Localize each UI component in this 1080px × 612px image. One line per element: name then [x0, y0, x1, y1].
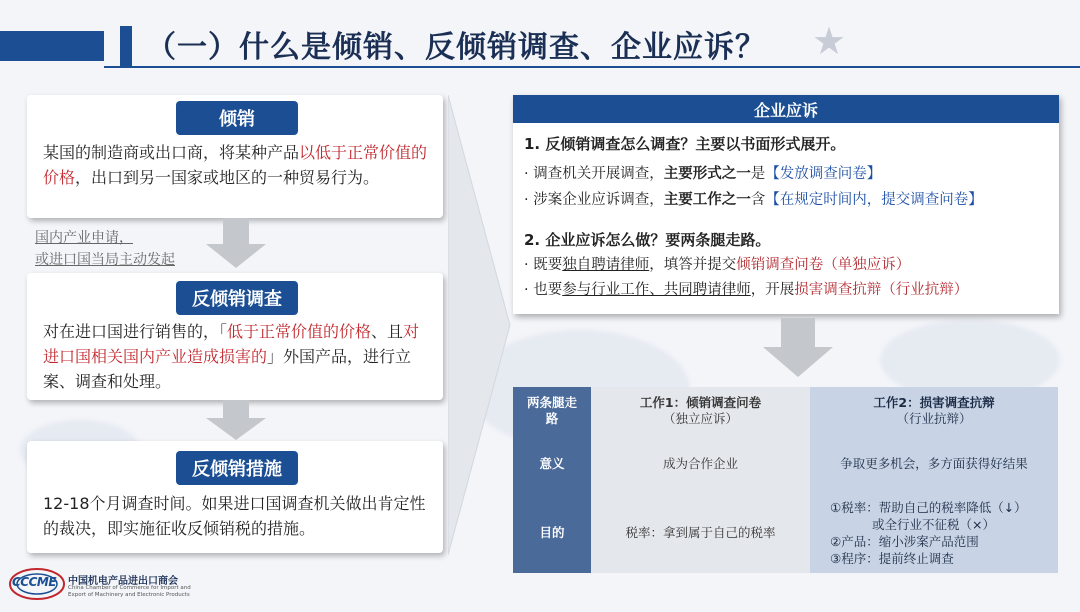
table-cell: 争取更多机会，多方面获得好结果	[810, 435, 1058, 493]
antidumping-measures-definition: 12-18个月调查时间。如果进口国调查机关做出肯定性的裁决，即实施征收反倾销税的措施。	[43, 494, 426, 538]
question-1: 1. 反倾销调查怎么调查？主要以书面形式展开。	[524, 135, 846, 153]
enterprise-response-title: 企业应诉	[513, 95, 1059, 123]
page-title: （一）什么是倾销、反倾销调查、企业应诉？	[146, 30, 766, 65]
antidumping-investigation-definition: 对在进口国进行销售的，「低于正常价值的价格、且对进口国相关国内产业造成损害的」外国产品，进行立案、调查和处理。	[43, 322, 420, 391]
antidumping-measures-box	[27, 441, 443, 553]
down-arrow	[781, 318, 815, 348]
table-row-label: 目的	[513, 493, 591, 573]
star-icon: ★	[812, 19, 847, 63]
two-legs-table	[513, 387, 1058, 573]
table-row-label: 意义	[513, 435, 591, 493]
down-arrow-head	[206, 418, 266, 440]
question-2-point-1: · 既要独自聘请律师，填答并提交倾销调查问卷（单独应诉）	[524, 257, 911, 273]
org-name-en: China Chamber of Commerce for Import and Export of Machinery and Electronic Products	[68, 585, 191, 598]
question-1-point-1: · 调查机关开展调查，主要形式之一是【发放调查问卷】	[524, 166, 882, 182]
dumping-title: 倾销	[176, 101, 298, 135]
table-cell: 成为合作企业	[591, 435, 810, 493]
header-divider	[104, 66, 1080, 68]
header-accent-bar	[0, 31, 104, 61]
question-1-point-2: · 涉案企业应诉调查，主要工作之一含【在规定时间内，提交调查问卷】	[524, 192, 983, 208]
down-arrow	[223, 400, 249, 420]
cccme-abbr: CCCME	[12, 575, 57, 589]
table-corner: 两条腿走路	[513, 387, 591, 435]
table-header-col2: 工作2：损害调查抗辩 （行业抗辩）	[810, 387, 1058, 435]
down-arrow-head	[206, 244, 266, 268]
antidumping-measures-title: 反倾销措施	[176, 451, 298, 485]
table-cell: 税率：拿到属于自己的税率	[591, 493, 810, 573]
org-name-cn: 中国机电产品进出口商会	[68, 576, 178, 587]
table-header-col1: 工作1：倾销调查问卷 （独立应诉）	[591, 387, 810, 435]
enterprise-response-panel	[513, 95, 1059, 314]
question-2-point-2: · 也要参与行业工作、共同聘请律师，开展损害调查抗辩（行业抗辩）	[524, 282, 969, 298]
antidumping-investigation-title: 反倾销调查	[176, 281, 298, 315]
right-chevron-icon	[448, 95, 513, 555]
dumping-box	[27, 95, 443, 218]
down-arrow-head	[763, 347, 833, 377]
trigger-note: 国内产业申请， 或进口国当局主动发起	[35, 230, 175, 268]
question-2: 2. 企业应诉怎么做？要两条腿走路。	[524, 231, 771, 249]
table-cell-purpose-col2: ①税率：帮助自己的税率降低（↓） 或全行业不征税（×） ②产品：缩小涉案产品范围 ③程序：提前终止调查	[810, 493, 1058, 573]
header-title-marker	[120, 26, 132, 66]
antidumping-investigation-box	[27, 273, 443, 400]
dumping-definition: 某国的制造商或出口商，将某种产品以低于正常价值的价格，出口到另一国家或地区的一种贸易行为。	[43, 143, 428, 187]
down-arrow	[223, 218, 249, 244]
